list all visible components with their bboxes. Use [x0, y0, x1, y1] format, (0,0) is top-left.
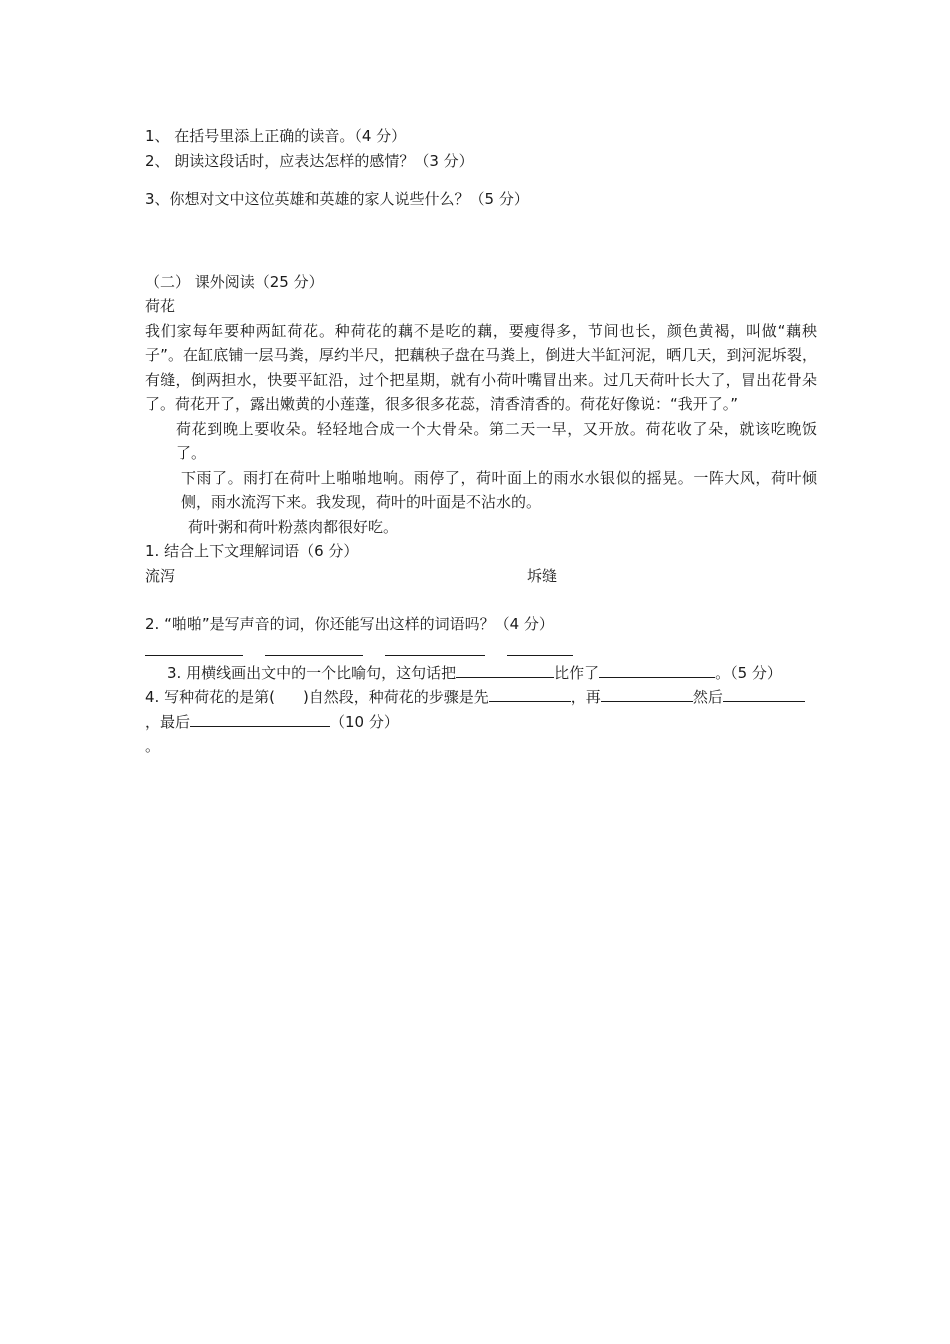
answer-blanks-row: [145, 637, 817, 661]
article-paragraph-1: 我们家每年要种两缸荷花。种荷花的藕不是吃的藕，要瘦得多，节间也长，颜色黄褐，叫做“藕秧子”。在缸底铺一层马粪，厚约半尺，把藕秧子盘在马粪上，倒进大半缸河泥，晒几天，到河泥坼裂，有缝，倒两担水，快要平缸沿，过个把星期，就有小荷叶嘴冒出来。过几天荷叶长大了，冒出花骨朵了。荷花开了，露出嫩黄的小莲蓬，很多很多花蕊，清香清香的。荷花好像说：“我开了。”: [145, 321, 817, 413]
reading-question-1: 1. 结合上下文理解词语（6 分）: [145, 542, 359, 560]
vocab-word-liuxie: 流泻: [145, 566, 176, 585]
q4-text-f: （10 分）: [330, 712, 399, 731]
article-paragraph-3: 下雨了。雨打在荷叶上啪啪地响。雨停了，荷叶面上的雨水水银似的摇晃。一阵大风，荷叶倾侧，雨水流泻下来。我发现，荷叶的叶面是不沾水的。: [181, 468, 817, 511]
vocab-word-chefeng: 坼缝: [527, 566, 558, 585]
q3-text-a: 3. 用横线画出文中的一个比喻句，这句话把: [167, 663, 457, 682]
q4-text-d: 然后: [692, 688, 723, 706]
vocab-row: [145, 564, 817, 589]
reading-question-2: 2. “啪啪”是写声音的词，你还能写出这样的词语吗？（4 分）: [145, 615, 554, 633]
reading-question-4: [145, 685, 817, 734]
article-title: 荷花: [145, 297, 176, 315]
answer-blank-2[interactable]: [265, 641, 363, 656]
trailing-mark: 。: [145, 737, 161, 755]
q4-text-a: 4. 写种荷花的是第(: [145, 688, 275, 706]
q4-text-b: )自然段，种荷花的步骤是先: [302, 688, 489, 706]
q4-blank-3[interactable]: [723, 687, 805, 702]
reading-question-3: [145, 661, 817, 686]
question-1: 1、 在括号里添上正确的读音。（4 分）: [145, 127, 407, 145]
q4-text-c: ，再: [570, 688, 601, 706]
article-paragraph-4: 荷叶粥和荷叶粉蒸肉都很好吃。: [188, 517, 399, 536]
question-3: 3、你想对文中这位英雄和英雄的家人说些什么？（5 分）: [145, 190, 529, 208]
article-paragraph-2: 荷花到晚上要收朵。轻轻地合成一个大骨朵。第二天一早，又开放。荷花收了朵，就该吃晚饭了。: [176, 419, 817, 462]
answer-blank-4[interactable]: [507, 641, 573, 656]
q3-blank-1[interactable]: [456, 663, 554, 678]
question-2: 2、 朗读这段话时，应表达怎样的感情？（3 分）: [145, 151, 474, 170]
worksheet-page: [145, 124, 817, 759]
q3-text-c: 。（5 分）: [715, 663, 782, 682]
q3-text-b: 比作了: [554, 663, 600, 682]
q4-blank-2[interactable]: [601, 687, 693, 702]
q4-text-e: ，最后: [145, 712, 191, 731]
q4-blank-4[interactable]: [190, 712, 330, 727]
section-title: （二） 课外阅读（25 分）: [145, 272, 324, 291]
q4-blank-1[interactable]: [489, 687, 571, 702]
answer-blank-3[interactable]: [385, 641, 485, 656]
answer-blank-1[interactable]: [145, 641, 243, 656]
q3-blank-2[interactable]: [599, 663, 715, 678]
